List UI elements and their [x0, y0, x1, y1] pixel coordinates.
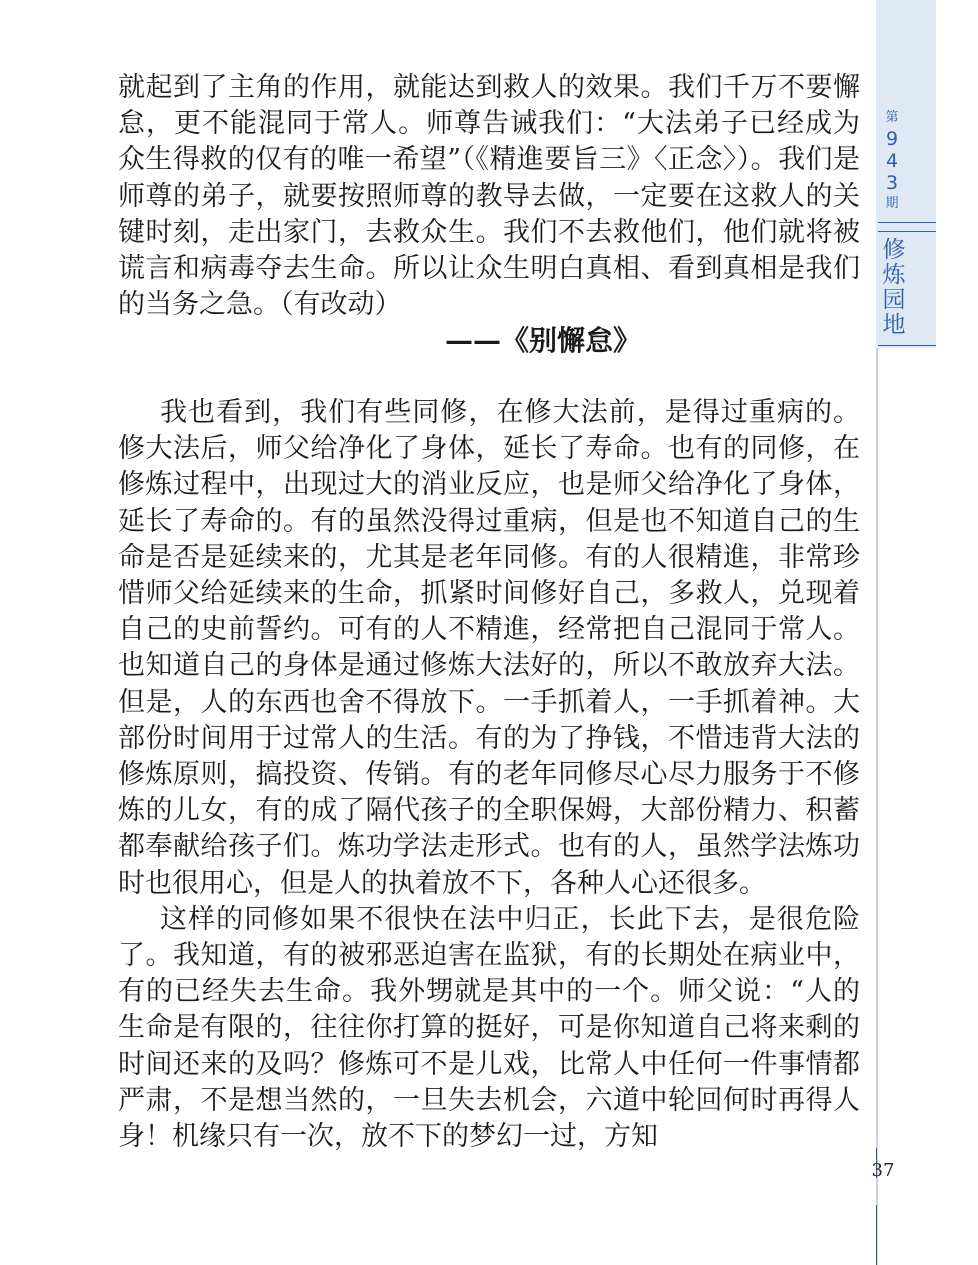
page-number: 37: [871, 1160, 895, 1181]
section-title: [880, 238, 908, 338]
issue-prefix: 第: [885, 110, 899, 125]
issue-suffix: 期: [885, 196, 899, 211]
section-char: 地: [882, 312, 906, 338]
divider: [878, 222, 936, 223]
paragraph: 我也看到，我们有些同修，在修大法前，是得过重病的。修大法后，师父给净化了身体，延长了寿命。也有的同修，在修炼过程中，出现过大的消业反应，也是师父给净化了身体，延长了寿命的。有的虽然没得过重病，但是也不知道自己的生命是否是延续来的，尤其是老年同修。有的人很精進，非常珍惜师父给延续来的生命，抓紧时间修好自己，多救人，兑现着自己的史前誓约。可有的人不精進，经常把自己混同于常人。也知道自己的身体是通过修炼大法好的，所以不敢放弃大法。但是，人的东西也舍不得放下。一手抓着人，一手抓着神。大部份时间用于过常人的生活。有的为了挣钱，不惜违背大法的修炼原则，搞投资、传销。有的老年同修尽心尽力服务于不修炼的儿女，有的成了隔代孩子的全职保姆，大部份精力、积蓄都奉献给孩子们。炼功学法走形式。也有的人，虽然学法炼功时也很用心，但是人的执着放不下，各种人心还很多。: [118, 397, 860, 899]
divider: [878, 231, 936, 232]
issue-digit: 4: [885, 150, 899, 172]
issue-digit: 3: [885, 172, 899, 194]
paragraph: 这样的同修如果不很快在法中归正，长此下去，是很危险了。我知道，有的被邪恶迫害在监狱，有的长期处在病业中，有的已经失去生命。我外甥就是其中的一个。师父说：“人的生命是有限的，往往你打算的挺好，可是你知道自己将来剩的时间还来的及吗？修炼可不是儿戏，比常人中任何一件事情都严肃，不是想当然的，一旦失去机会，六道中轮回何时再得人身！机缘只有一次，放不下的梦幻一过，方知: [118, 903, 860, 1153]
section-char: 园: [882, 287, 906, 313]
article-text-top: [118, 70, 860, 323]
section-char: 修: [882, 237, 906, 263]
quote-source: ——《别懈怠》: [445, 324, 642, 357]
paragraph: 就起到了主角的作用，就能达到救人的效果。我们千万不要懈怠，更不能混同于常人。师尊告诫我们：“大法弟子已经成为众生得救的仅有的唯一希望”（《精進要旨三》〈正念〉）。我们是师尊的弟子，就要按照师尊的教导去做，一定要在这救人的关键时刻，走出家门，去救众生。我们不去救他们，他们就将被谎言和病毒夺去生命。所以让众生明白真相、看到真相是我们的当务之急。（有改动）: [118, 72, 860, 321]
article-text-bottom: [118, 395, 860, 1155]
section-char: 炼: [882, 262, 906, 288]
issue-digit: 9: [885, 128, 899, 150]
divider: [878, 345, 936, 346]
margin-line-lower: [876, 1205, 877, 1265]
issue-number: [882, 108, 902, 214]
